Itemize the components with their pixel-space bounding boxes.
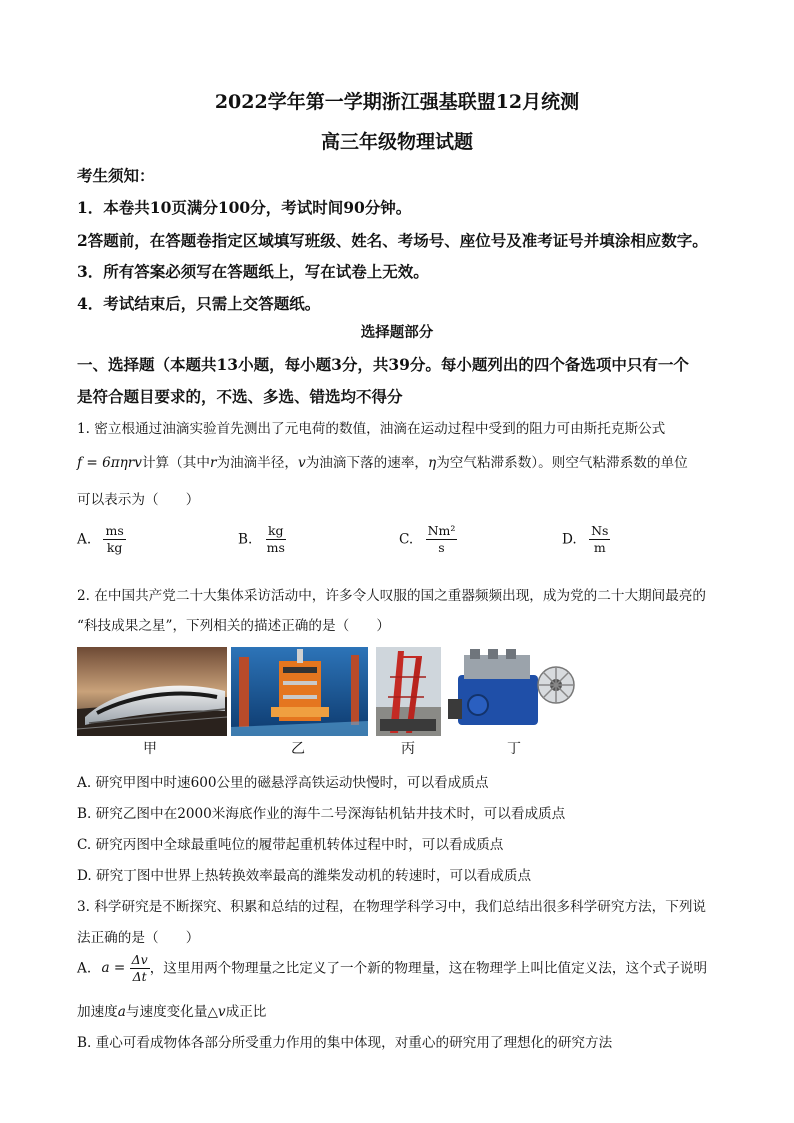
q1-option-a[interactable]: A. $\frac{ms}{kg}$ (77, 523, 124, 556)
notice-item: 1．本卷共10页满分100分，考试时间90分钟。 (77, 198, 412, 217)
section-intro: 一、选择题（本题共13小题，每小题3分，共39分。每小题列出的四个备选项中只有一个 (77, 355, 689, 374)
stokes-formula: f = 6πηrv (77, 455, 142, 471)
caption-yi: 乙 (291, 741, 305, 757)
q2-option-b[interactable]: B. 研究乙图中在2000米海底作业的海牛二号深海钻机钻井技术时，可以看成质点 (77, 806, 566, 822)
caption-ding: 丁 (507, 741, 521, 757)
diesel-engine-photo (448, 647, 578, 736)
question-1-text: 1. 密立根通过油滴实验首先测出了元电荷的数值，油滴在运动过程中受到的阻力可由斯托克斯公式 (77, 421, 666, 437)
question-1-line3: 可以表示为（ ） (77, 492, 200, 508)
q2-option-a[interactable]: A. 研究甲图中时速600公里的磁悬浮高铁运动快慢时，可以看成质点 (77, 775, 489, 791)
caption-bing: 丙 (401, 741, 415, 757)
question-3-text: 3. 科学研究是不断探究、积累和总结的过程，在物理学科学习中，我们总结出很多科学研究方法，下列说 (77, 899, 707, 915)
maglev-train-photo (77, 647, 227, 736)
question-1-line2: f = 6πηrv计算（其中r为油滴半径，v为油滴下落的速率，η为空气粘滞系数）。则空气粘滞系数的单位 (77, 455, 688, 471)
notice-item: 3．所有答案必须写在答题纸上，写在试卷上无效。 (77, 262, 429, 281)
q1-option-b[interactable]: B. $\frac{kg}{ms}$ (238, 523, 285, 556)
question-3-line2: 法正确的是（ ） (77, 930, 200, 946)
notice-item: 2答题前，在答题卷指定区域填写班级、姓名、考场号、座位号及准考证号并填涂相应数字。 (77, 231, 708, 250)
crawler-crane-photo (376, 647, 441, 736)
question-2-text: 2. 在中国共产党二十大集体采访活动中，许多令人叹服的国之重器频频出现，成为党的二十大期间最亮的 (77, 588, 707, 604)
q3-option-a[interactable]: A. a = $\frac{\Delta v}{\Delta t}$ ，这里用两个物理量之比定义了一个新的物理量，这在物理学上叫比值定义法，这个式子说明 (77, 952, 708, 985)
deep-sea-drill-photo (231, 647, 368, 736)
section-intro: 是符合题目要求的，不选、多选、错选均不得分 (77, 387, 403, 406)
exam-title: 2022学年第一学期浙江强基联盟12月统测 (214, 91, 580, 113)
notice-heading: 考生须知： (77, 166, 155, 185)
q1-option-d[interactable]: D. $\frac{Ns}{m}$ (562, 523, 609, 556)
section-title: 选择题部分 (360, 324, 434, 341)
q3-option-a-line2: 加速度a与速度变化量△v成正比 (77, 1004, 267, 1020)
notice-item: 4．考试结束后，只需上交答题纸。 (77, 294, 321, 313)
caption-jia: 甲 (143, 741, 157, 757)
q3-option-b[interactable]: B. 重心可看成物体各部分所受重力作用的集中体现，对重心的研究用了理想化的研究方法 (77, 1035, 613, 1051)
exam-subtitle: 高三年级物理试题 (320, 131, 473, 153)
q2-option-d[interactable]: D. 研究丁图中世界上热转换效率最高的潍柴发动机的转速时，可以看成质点 (77, 868, 532, 884)
q1-option-c[interactable]: C. $\frac{\text{Nm²}}{s}$ (399, 523, 456, 556)
question-2-line2: “科技成果之星”，下列相关的描述正确的是（ ） (77, 618, 390, 634)
q2-option-c[interactable]: C. 研究丙图中全球最重吨位的履带起重机转体过程中时，可以看成质点 (77, 837, 504, 853)
